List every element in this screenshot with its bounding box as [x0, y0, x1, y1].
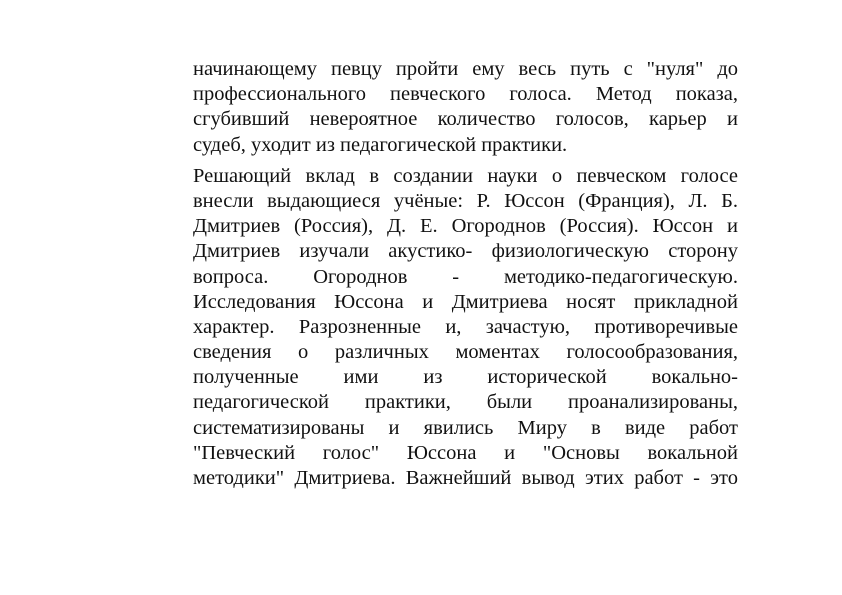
text-line: "Певческий голос" Юссона и "Основы вокальной — [193, 441, 738, 464]
text-line: методики" Дмитриева. Важнейший вывод этих работ - это — [193, 467, 738, 489]
text-line: внесли выдающиеся учёные: Р. Юссон (Франция), Л. Б. — [193, 189, 738, 212]
text-line: систематизированы и явились Миру в виде работ — [193, 416, 738, 439]
body-text — [193, 57, 738, 491]
text-line: сведения о различных моментах голосообразования, — [193, 341, 738, 364]
text-line: Исследования Юссона и Дмитриева носят прикладной — [193, 290, 738, 313]
text-line: судеб, уходит из педагогической практики. — [193, 133, 568, 156]
text-line: полученные ими из исторической вокально- — [193, 366, 738, 389]
text-line: начинающему певцу пройти ему весь путь с "нуля" до — [193, 58, 738, 80]
text-line: характер. Разрозненные и, зачастую, противоречивые — [193, 315, 738, 338]
paragraph-2 — [193, 164, 738, 491]
text-line: вопроса. Огороднов - методико-педагогическую. — [193, 265, 738, 288]
text-line: Дмитриев изучали акустико- физиологическую сторону — [193, 240, 738, 263]
text-line: педагогической практики, были проанализированы, — [193, 391, 738, 414]
paragraph-1 — [193, 57, 738, 158]
text-line: Решающий вклад в создании науки о певческом голосе — [193, 164, 738, 187]
text-line: Дмитриев (Россия), Д. Е. Огороднов (Россия). Юссон и — [193, 215, 738, 238]
text-line: сгубивший невероятное количество голосов, карьер и — [193, 108, 738, 131]
text-line: профессионального певческого голоса. Метод показа, — [193, 83, 738, 106]
